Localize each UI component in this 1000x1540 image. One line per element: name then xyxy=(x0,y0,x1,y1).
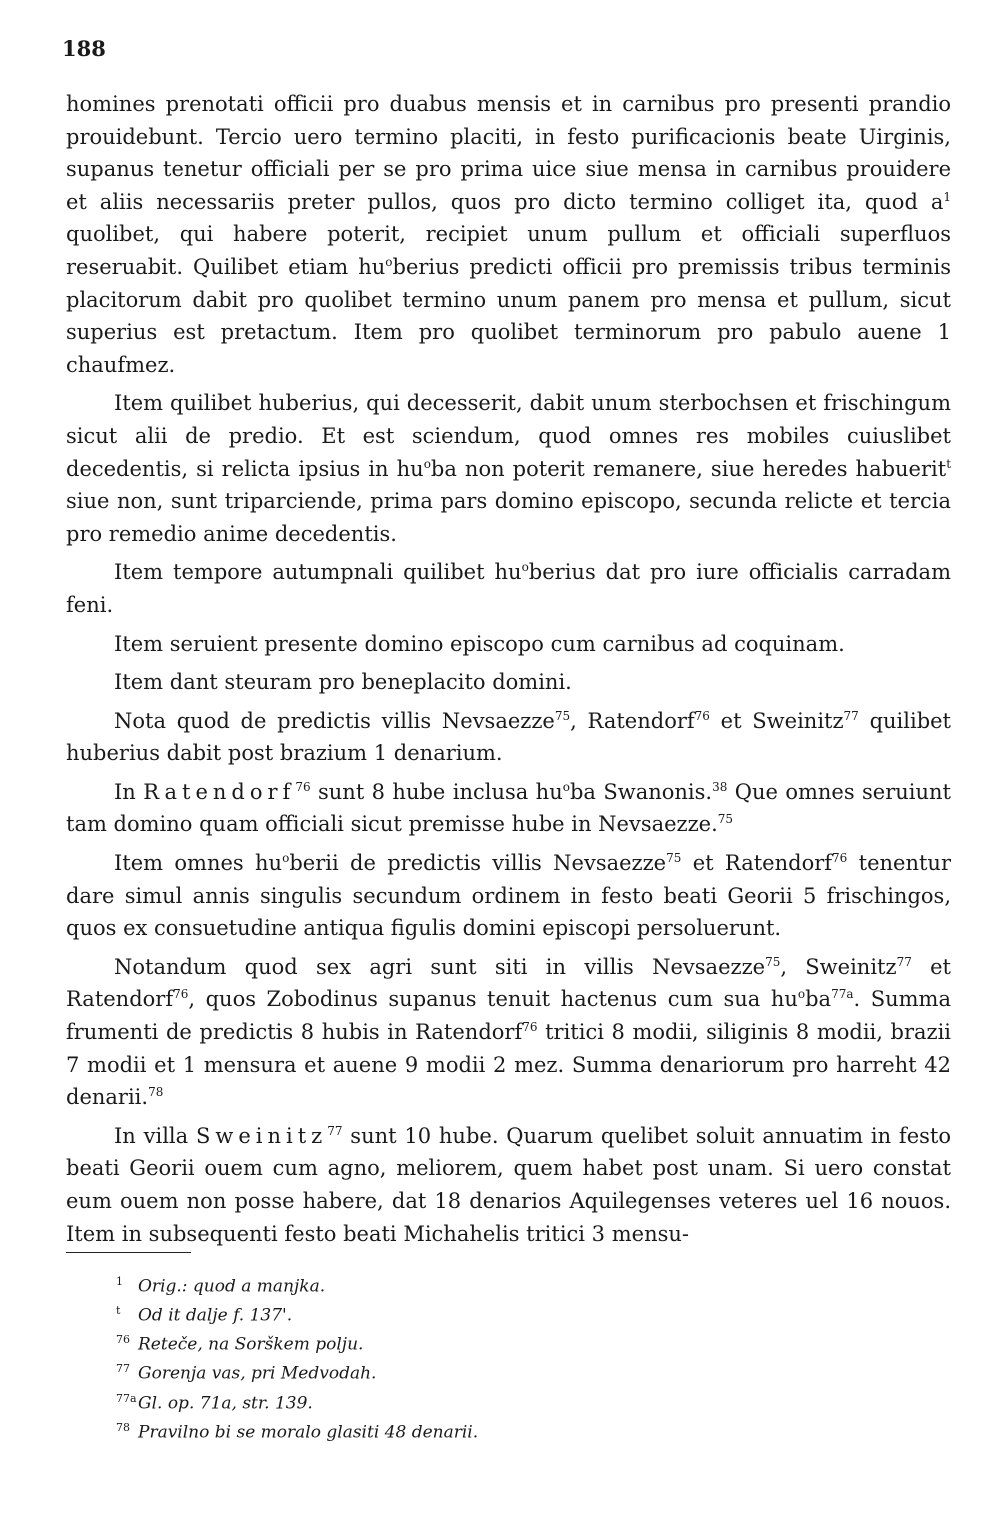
text-run: Notandum quod sex agri sunt siti in villis Nevsaezze xyxy=(114,954,766,979)
text-run: Item dant steuram pro beneplacito domini. xyxy=(114,670,572,695)
superscript-mark: 76 xyxy=(295,779,311,794)
superscript-mark: 77 xyxy=(896,954,912,969)
superscript-mark: 75 xyxy=(717,812,734,827)
text-run: , Ratendorf xyxy=(570,708,695,733)
footnote xyxy=(116,1387,916,1416)
text-run: In villa xyxy=(114,1123,196,1148)
text-run: ba xyxy=(805,987,832,1012)
superscript-mark: o xyxy=(282,851,290,866)
paragraph xyxy=(66,847,951,945)
footnote-text: Od it dalje f. 137'. xyxy=(138,1305,293,1326)
superscript-mark: 76 xyxy=(694,708,710,723)
superscript-mark: 75 xyxy=(765,954,781,969)
superscript-mark: o xyxy=(521,560,529,575)
text-run: Item quilibet huberius, qui decesserit, dabit unum sterbochsen et frischingum sicut alii de predio. Et est sciendum, quod omnes res mobiles cuiuslibet decedentis, si relicta ipsius in hu xyxy=(66,391,951,481)
paragraph xyxy=(66,88,951,381)
text-run: , quos Zobodinus supanus tenuit hactenus cum sua hu xyxy=(188,987,798,1012)
paragraph xyxy=(66,705,951,770)
paragraph xyxy=(66,951,951,1114)
superscript-mark: o xyxy=(797,987,806,1002)
text-run: berius predicti officii pro premissis tribus terminis placitorum dabit pro quolibet termino unum panem pro mensa et pullum, sicut superius est pretactum. Item pro quolibet terminorum pro pabulo auene 1 chaufmez. xyxy=(66,254,952,377)
text-run: Ratendorf xyxy=(143,779,296,804)
text-run: Que omnes seruiunt tam domino quam officiali sicut premisse hube in Nevsaezze. xyxy=(66,779,951,837)
body-text xyxy=(66,88,951,1256)
footnote-separator xyxy=(66,1252,191,1253)
footnote-mark: 1 xyxy=(116,1275,123,1288)
superscript-mark: 78 xyxy=(148,1085,164,1100)
text-run: tenentur dare simul annis singulis secundum ordinem in festo beati Georii 5 frischingos, quos ex consuetudine antiqua figulis domini episcopi persoluerunt. xyxy=(66,851,951,941)
text-run: et Ratendorf xyxy=(66,954,951,1012)
footnote-mark: t xyxy=(116,1304,121,1318)
superscript-mark: 76 xyxy=(173,987,189,1002)
text-run: Item omnes hu xyxy=(114,851,283,876)
footnote-mark: 77 xyxy=(116,1362,130,1376)
text-run: Sweinitz xyxy=(195,1123,328,1148)
footnote-text: Gl. op. 71a, str. 139. xyxy=(138,1393,313,1414)
footnote-text: Reteče, na Sorškem polju. xyxy=(138,1334,364,1355)
paragraph xyxy=(66,556,951,621)
footnote-text: Pravilno bi se moralo glasiti 48 denarii. xyxy=(138,1422,479,1443)
text-run: Item tempore autumpnali quilibet hu xyxy=(114,560,522,585)
text-run: sunt 10 hube. Quarum quelibet soluit annuatim in festo beati Georii ouem cum agno, meliorem, quem habet post unam. Si uero constat eum ouem non posse habere, dat 18 denarios Aquilegenses veteres uel 16 nouos. Item in subsequenti festo beati Michahelis tritici 3 mensu- xyxy=(66,1123,951,1246)
text-run: homines prenotati officii pro duabus mensis et in carnibus pro presenti prandio prouidebunt. Tercio uero termino placiti, in festo purificacionis beate Uirginis, supanus tenetur officiali per se pro prima uice siue mensa in carnibus prouidere et aliis necessariis preter pullos, quos pro dicto termino colliget ita, quod a xyxy=(66,92,951,214)
superscript-mark: o xyxy=(562,779,570,794)
text-run: tritici 8 modii, siliginis 8 modii, brazii 7 modii et 1 mensura et auene 9 modii 2 mez. Summa denariorum pro harreht 42 denarii. xyxy=(66,1020,952,1110)
text-run: . Summa frumenti de predictis 8 hubis in Ratendorf xyxy=(66,987,951,1045)
text-run: Item seruient presente domino episcopo cum carnibus ad coquinam. xyxy=(114,631,845,656)
text-run: In xyxy=(114,779,144,804)
superscript-mark: 75 xyxy=(666,851,682,866)
text-run: et Sweinitz xyxy=(709,708,844,733)
footnote-text: Gorenja vas, pri Medvodah. xyxy=(138,1364,377,1385)
superscript-mark: 77a xyxy=(831,987,854,1002)
text-run: sunt 8 hube inclusa hu xyxy=(310,779,563,804)
superscript-mark: t xyxy=(946,456,952,471)
superscript-mark: 76 xyxy=(832,851,848,866)
page-number: 188 xyxy=(62,36,106,61)
superscript-mark: 38 xyxy=(712,779,728,794)
text-run: ba non poterit remanere, siue heredes habuerit xyxy=(430,456,947,481)
footnote xyxy=(116,1270,916,1299)
paragraph xyxy=(66,1120,951,1250)
paragraph xyxy=(66,628,951,661)
footnote-text: Orig.: quod a manjka. xyxy=(138,1276,326,1297)
footnote xyxy=(116,1328,916,1357)
footnote-mark: 78 xyxy=(116,1420,130,1434)
text-run: ba Swanonis. xyxy=(569,779,713,804)
text-run: Nota quod de predictis villis Nevsaezze xyxy=(114,708,555,733)
footnote xyxy=(116,1357,916,1386)
text-run: et Ratendorf xyxy=(681,851,833,876)
footnote xyxy=(116,1416,916,1445)
text-run: quilibet huberius dabit post brazium 1 denarium. xyxy=(66,708,951,766)
footnote xyxy=(116,1299,916,1328)
superscript-mark: 75 xyxy=(554,708,571,723)
footnote-mark: 76 xyxy=(116,1333,130,1347)
paragraph xyxy=(66,666,951,699)
text-run: , Sweinitz xyxy=(780,954,897,979)
footnote-mark: 77a xyxy=(116,1391,137,1405)
text-run: quolibet, qui habere poterit, recipiet unum pullum et officiali superfluos reseruabit. Quilibet etiam hu xyxy=(66,222,951,279)
text-run: siue non, sunt triparciende, prima pars domino episcopo, secunda relicte et tercia pro remedio anime decedentis. xyxy=(66,489,951,546)
text-run: berius dat pro iure officialis carradam feni. xyxy=(66,560,951,617)
superscript-mark: 76 xyxy=(522,1020,538,1035)
superscript-mark: o xyxy=(385,254,393,269)
paragraph xyxy=(66,776,951,841)
superscript-mark: 77 xyxy=(327,1123,343,1138)
paragraph xyxy=(66,387,951,550)
text-run: berii de predictis villis Nevsaezze xyxy=(289,851,667,876)
superscript-mark: 77 xyxy=(843,708,859,723)
superscript-mark: o xyxy=(423,456,431,471)
footnotes xyxy=(116,1270,916,1445)
superscript-mark: 1 xyxy=(943,189,951,204)
